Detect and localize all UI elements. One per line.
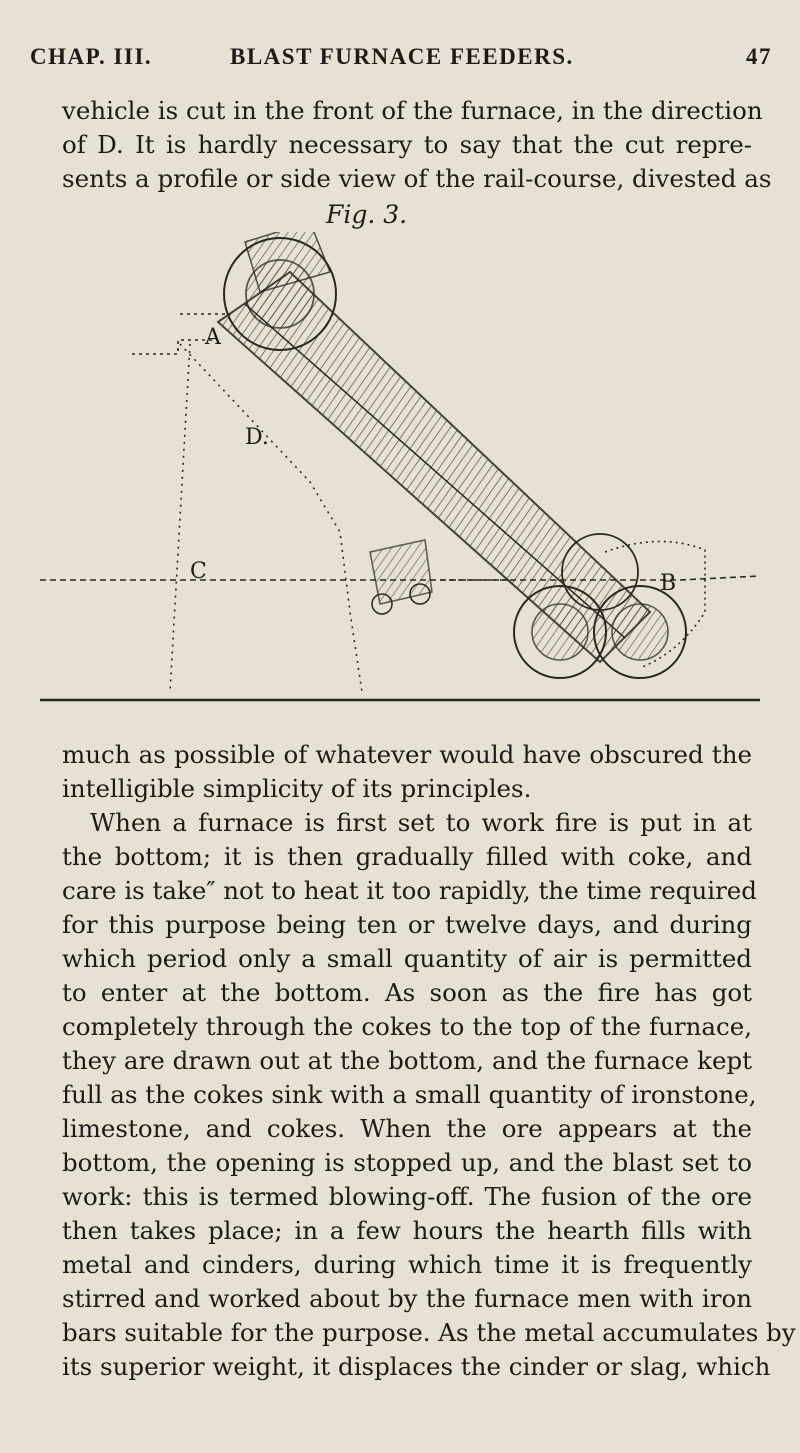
figure-rail-course-diagram [40, 232, 760, 712]
paragraph-bottom [62, 738, 796, 1384]
page-number: 47 [746, 44, 772, 69]
text-line: bottom, the opening is stopped up, and the blast set to [62, 1148, 752, 1177]
text-line: work: this is termed blowing-off. The fusion of the ore [62, 1182, 752, 1211]
lower-wheel-left-hub [532, 604, 588, 660]
rail-centerline [245, 304, 625, 638]
text-line: of D. It is hardly necessary to say that the cut repre- [62, 130, 752, 159]
text-line: sents a profile or side view of the rail-course, divested as [62, 164, 772, 193]
label-d: D. [245, 425, 269, 450]
text-line: When a furnace is first set to work fire is put in at [90, 808, 752, 837]
figure-caption: Fig. 3. [326, 200, 408, 229]
text-line: full as the cokes sink with a small quantity of ironstone, [62, 1080, 757, 1109]
dotted-vertical-line [170, 344, 190, 692]
text-line: the bottom; it is then gradually filled with coke, and [62, 842, 752, 871]
paragraph-top [62, 94, 772, 196]
label-b: B [660, 571, 677, 596]
upper-frame-block [245, 232, 330, 292]
label-c: C [190, 559, 207, 584]
dotted-frame-top [132, 340, 215, 354]
text-line: bars suitable for the purpose. As the metal accumulates by [62, 1318, 796, 1347]
running-header [30, 44, 772, 84]
text-line: much as possible of whatever would have obscured the [62, 740, 752, 769]
rail-course-diagram [40, 232, 760, 712]
text-line: limestone, and cokes. When the ore appears at the [62, 1114, 752, 1143]
text-line: which period only a small quantity of air is permitted [62, 944, 752, 973]
text-line: they are drawn out at the bottom, and the furnace kept [62, 1046, 752, 1075]
text-line: its superior weight, it displaces the cinder or slag, which [62, 1352, 771, 1381]
running-title: BLAST FURNACE FEEDERS. [230, 44, 574, 69]
text-line: then takes place; in a few hours the hearth fills with [62, 1216, 752, 1245]
lower-wheel-right-hub [612, 604, 668, 660]
text-line: completely through the cokes to the top of the furnace, [62, 1012, 752, 1041]
text-line: vehicle is cut in the front of the furnace, in the direction [62, 96, 763, 125]
chapter-label: CHAP. III. [30, 44, 153, 69]
label-a: A [205, 325, 221, 350]
text-line: to enter at the bottom. As soon as the fire has got [62, 978, 752, 1007]
dashed-horizontal-line-right [680, 576, 760, 580]
text-line: intelligible simplicity of its principles. [62, 774, 532, 803]
text-line: stirred and worked about by the furnace men with iron [62, 1284, 752, 1313]
text-line: metal and cinders, during which time it is frequently [62, 1250, 752, 1279]
text-line: care is take″ not to heat it too rapidly, the time required [62, 876, 757, 905]
text-line: for this purpose being ten or twelve days, and during [62, 910, 752, 939]
